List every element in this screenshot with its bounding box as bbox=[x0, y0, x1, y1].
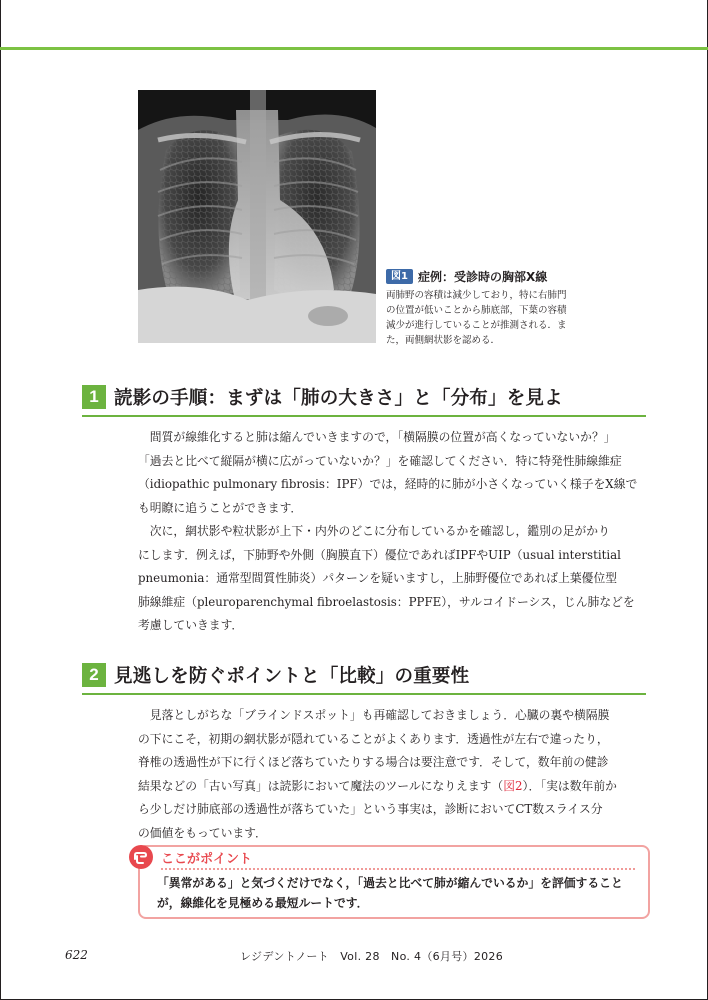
section-1-heading bbox=[82, 383, 646, 417]
section-2-heading bbox=[82, 661, 646, 695]
body-line-part: ）．「実は数年前か bbox=[522, 778, 617, 793]
figure-caption bbox=[386, 268, 586, 348]
body-line: にします．例えば，下肺野や外側（胸膜直下）優位であればIPFやUIP（usual interstitial bbox=[138, 547, 621, 562]
body-line: 肺線維症（pleuroparenchymal fibroelastosis：PPFE），サルコイドーシス，じん肺などを bbox=[138, 594, 635, 609]
section-1-body bbox=[138, 426, 650, 638]
caption-line: の位置が低いことから肺底部，下葉の容積 bbox=[386, 305, 567, 316]
body-line: 見落としがちな「ブラインドスポット」も再確認しておきましょう．心臓の裏や横隔膜 bbox=[138, 708, 610, 722]
figure-tag: 図1 bbox=[386, 269, 413, 284]
section-1-title: 読影の手順：まずは「肺の大きさ」と「分布」を見よ bbox=[114, 388, 563, 409]
point-line: 「異常がある」と気づくだけでなく，「過去と比べて肺が縮んでいるか」を評価すること bbox=[157, 876, 623, 890]
point-text bbox=[157, 873, 637, 913]
body-line: 脊椎の透過性が下に行くほど落ちていたりする場合は要注意です．そして，数年前の健診 bbox=[138, 755, 609, 769]
body-line: 「過去と比べて縦隔が横に広がっていないか？」を確認してください．特に特発性肺線維症 bbox=[138, 453, 622, 468]
body-line: の下にこそ，初期の網状影が隠れていることがよくあります．透過性が左右で違ったり， bbox=[138, 731, 609, 746]
body-line: の価値をもっています． bbox=[138, 825, 267, 840]
body-line: ら少しだけ肺底部の透過性が落ちていた」という事実は，診断においてCT数スライス分 bbox=[138, 802, 603, 816]
page-frame-left bbox=[0, 0, 1, 1000]
point-divider bbox=[161, 868, 635, 870]
body-line: pneumonia：通常型間質性肺炎）パターンを疑いますし，上肺野優位であれば上葉優位型 bbox=[138, 571, 618, 585]
point-title: ここがポイント bbox=[161, 852, 253, 867]
section-2-number: 2 bbox=[82, 663, 106, 687]
body-line: 間質が線維化すると肺は縮んでいきますので，「横隔膜の位置が高くなっていないか？」 bbox=[138, 430, 616, 444]
chest-xray-image bbox=[138, 90, 376, 343]
section-1-number: 1 bbox=[82, 385, 106, 409]
body-line bbox=[138, 775, 650, 799]
body-line: 次に，網状影や粒状影が上下・内外のどこに分布しているかを確認し，鑑別の足がかり bbox=[138, 524, 610, 538]
figure-2-reference-link[interactable]: 図2 bbox=[503, 778, 523, 793]
figure-caption-text bbox=[386, 288, 586, 348]
section-2-title: 見逃しを防ぐポイントと「比較」の重要性 bbox=[114, 666, 470, 687]
caption-line: 両肺野の容積は減少しており，特に右肺門 bbox=[386, 290, 567, 301]
body-line: も明瞭に追うことができます． bbox=[138, 500, 303, 515]
section-1-rule bbox=[82, 415, 646, 417]
section-2-body bbox=[138, 704, 650, 845]
section-2-rule bbox=[82, 693, 646, 695]
body-line-part: 結果などの「古い写真」は読影において魔法のツールになりえます（ bbox=[138, 778, 504, 793]
caption-line: た，両側網状影を認める． bbox=[386, 335, 501, 346]
body-line: 考慮していきます． bbox=[138, 618, 244, 632]
point-line: が，線維化を見極める最短ルートです． bbox=[157, 896, 369, 910]
caption-line: 減少が進行していることが推測される．ま bbox=[386, 320, 567, 331]
body-line: （idiopathic pulmonary fibrosis：IPF）では，経時的に肺が小さくなっていく様子をX線で bbox=[138, 477, 638, 491]
page-number: 622 bbox=[65, 948, 88, 962]
pointing-hand-icon bbox=[128, 844, 154, 870]
figure-title: 症例：受診時の胸部X線 bbox=[417, 270, 548, 284]
journal-footer: レジデントノート Vol. 28 No. 4（6月号）2026 bbox=[240, 950, 504, 963]
header-rule bbox=[0, 47, 708, 50]
